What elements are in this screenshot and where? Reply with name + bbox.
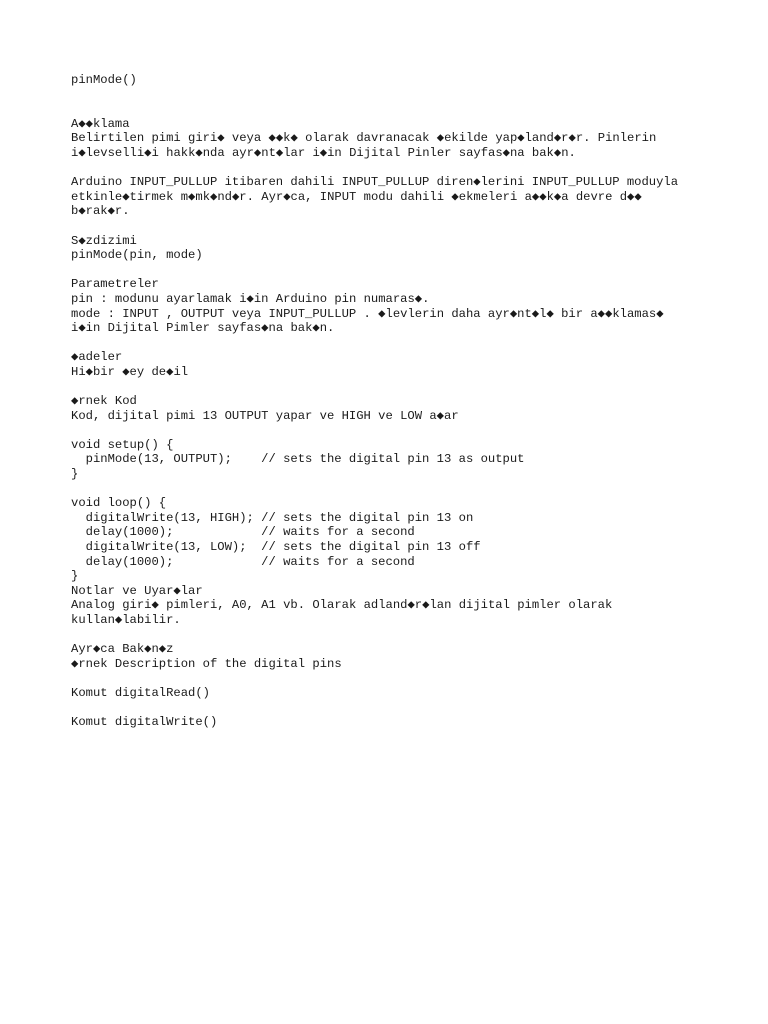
- blank-line: [71, 628, 751, 643]
- returns-text: Hi◆bir ◆ey de◆il: [71, 364, 189, 379]
- blank-line: [71, 671, 751, 686]
- section-heading-see-also: Ayr◆ca Bak◆n◆z: [71, 642, 174, 657]
- section-heading-notes: Notlar ve Uyar◆lar: [71, 583, 203, 598]
- notes-text: kullan◆labilir.: [71, 612, 181, 627]
- code-line: pinMode(13, OUTPUT); // sets the digital pin 13 as output: [71, 452, 525, 467]
- blank-line: [71, 423, 751, 438]
- blank-line: [71, 102, 751, 117]
- parameter-text: mode : INPUT , OUTPUT veya INPUT_PULLUP . ◆levlerin daha ayr◆nt◆l◆ bir a◆◆klamas◆: [71, 306, 664, 321]
- see-also-item: Komut digitalRead(): [71, 685, 210, 700]
- see-also-item: Komut digitalWrite(): [71, 715, 218, 730]
- code-line: void loop() {: [71, 496, 167, 511]
- blank-line: [71, 88, 751, 103]
- blank-line: [71, 161, 751, 176]
- blank-line: [71, 336, 751, 351]
- code-line: delay(1000); // waits for a second: [71, 554, 415, 569]
- blank-line: [71, 701, 751, 716]
- page-title: pinMode(): [71, 73, 137, 87]
- section-heading-syntax: S◆zdizimi: [71, 233, 137, 248]
- notes-text: Analog giri◆ pimleri, A0, A1 vb. Olarak adland◆r◆lan dijital pimler olarak: [71, 598, 613, 613]
- parameter-text: i◆in Dijital Pimler sayfas◆na bak◆n.: [71, 321, 335, 336]
- blank-line: [71, 482, 751, 497]
- section-heading-parameters: Parametreler: [71, 277, 159, 292]
- document-page: [71, 73, 751, 730]
- syntax-text: pinMode(pin, mode): [71, 248, 203, 263]
- code-line: delay(1000); // waits for a second: [71, 525, 415, 540]
- blank-line: [71, 219, 751, 234]
- section-heading-example: ◆rnek Kod: [71, 394, 137, 409]
- code-line: }: [71, 569, 79, 584]
- section-heading-returns: ◆adeler: [71, 350, 123, 365]
- description-text: etkinle◆tirmek m◆mk◆nd◆r. Ayr◆ca, INPUT modu dahili ◆ekmeleri a◆◆k◆a devre d◆◆: [71, 189, 642, 204]
- code-line: digitalWrite(13, LOW); // sets the digital pin 13 off: [71, 540, 481, 554]
- section-heading-description: A◆◆klama: [71, 116, 130, 131]
- see-also-item: ◆rnek Description of the digital pins: [71, 656, 342, 671]
- description-text: i◆levselli◆i hakk◆nda ayr◆nt◆lar i◆in Dijital Pinler sayfas◆na bak◆n.: [71, 145, 576, 160]
- description-text: Belirtilen pimi giri◆ veya ◆◆k◆ olarak davranacak ◆ekilde yap◆land◆r◆r. Pinlerin: [71, 131, 657, 146]
- example-text: Kod, dijital pimi 13 OUTPUT yapar ve HIGH ve LOW a◆ar: [71, 408, 459, 423]
- description-text: b◆rak◆r.: [71, 204, 130, 219]
- code-line: }: [71, 467, 79, 482]
- description-text: Arduino INPUT_PULLUP itibaren dahili INPUT_PULLUP diren◆lerini INPUT_PULLUP moduyla: [71, 175, 679, 190]
- blank-line: [71, 263, 751, 278]
- code-line: void setup() {: [71, 437, 174, 452]
- parameter-text: pin : modunu ayarlamak i◆in Arduino pin numaras◆.: [71, 291, 430, 306]
- code-line: digitalWrite(13, HIGH); // sets the digital pin 13 on: [71, 510, 474, 525]
- blank-line: [71, 379, 751, 394]
